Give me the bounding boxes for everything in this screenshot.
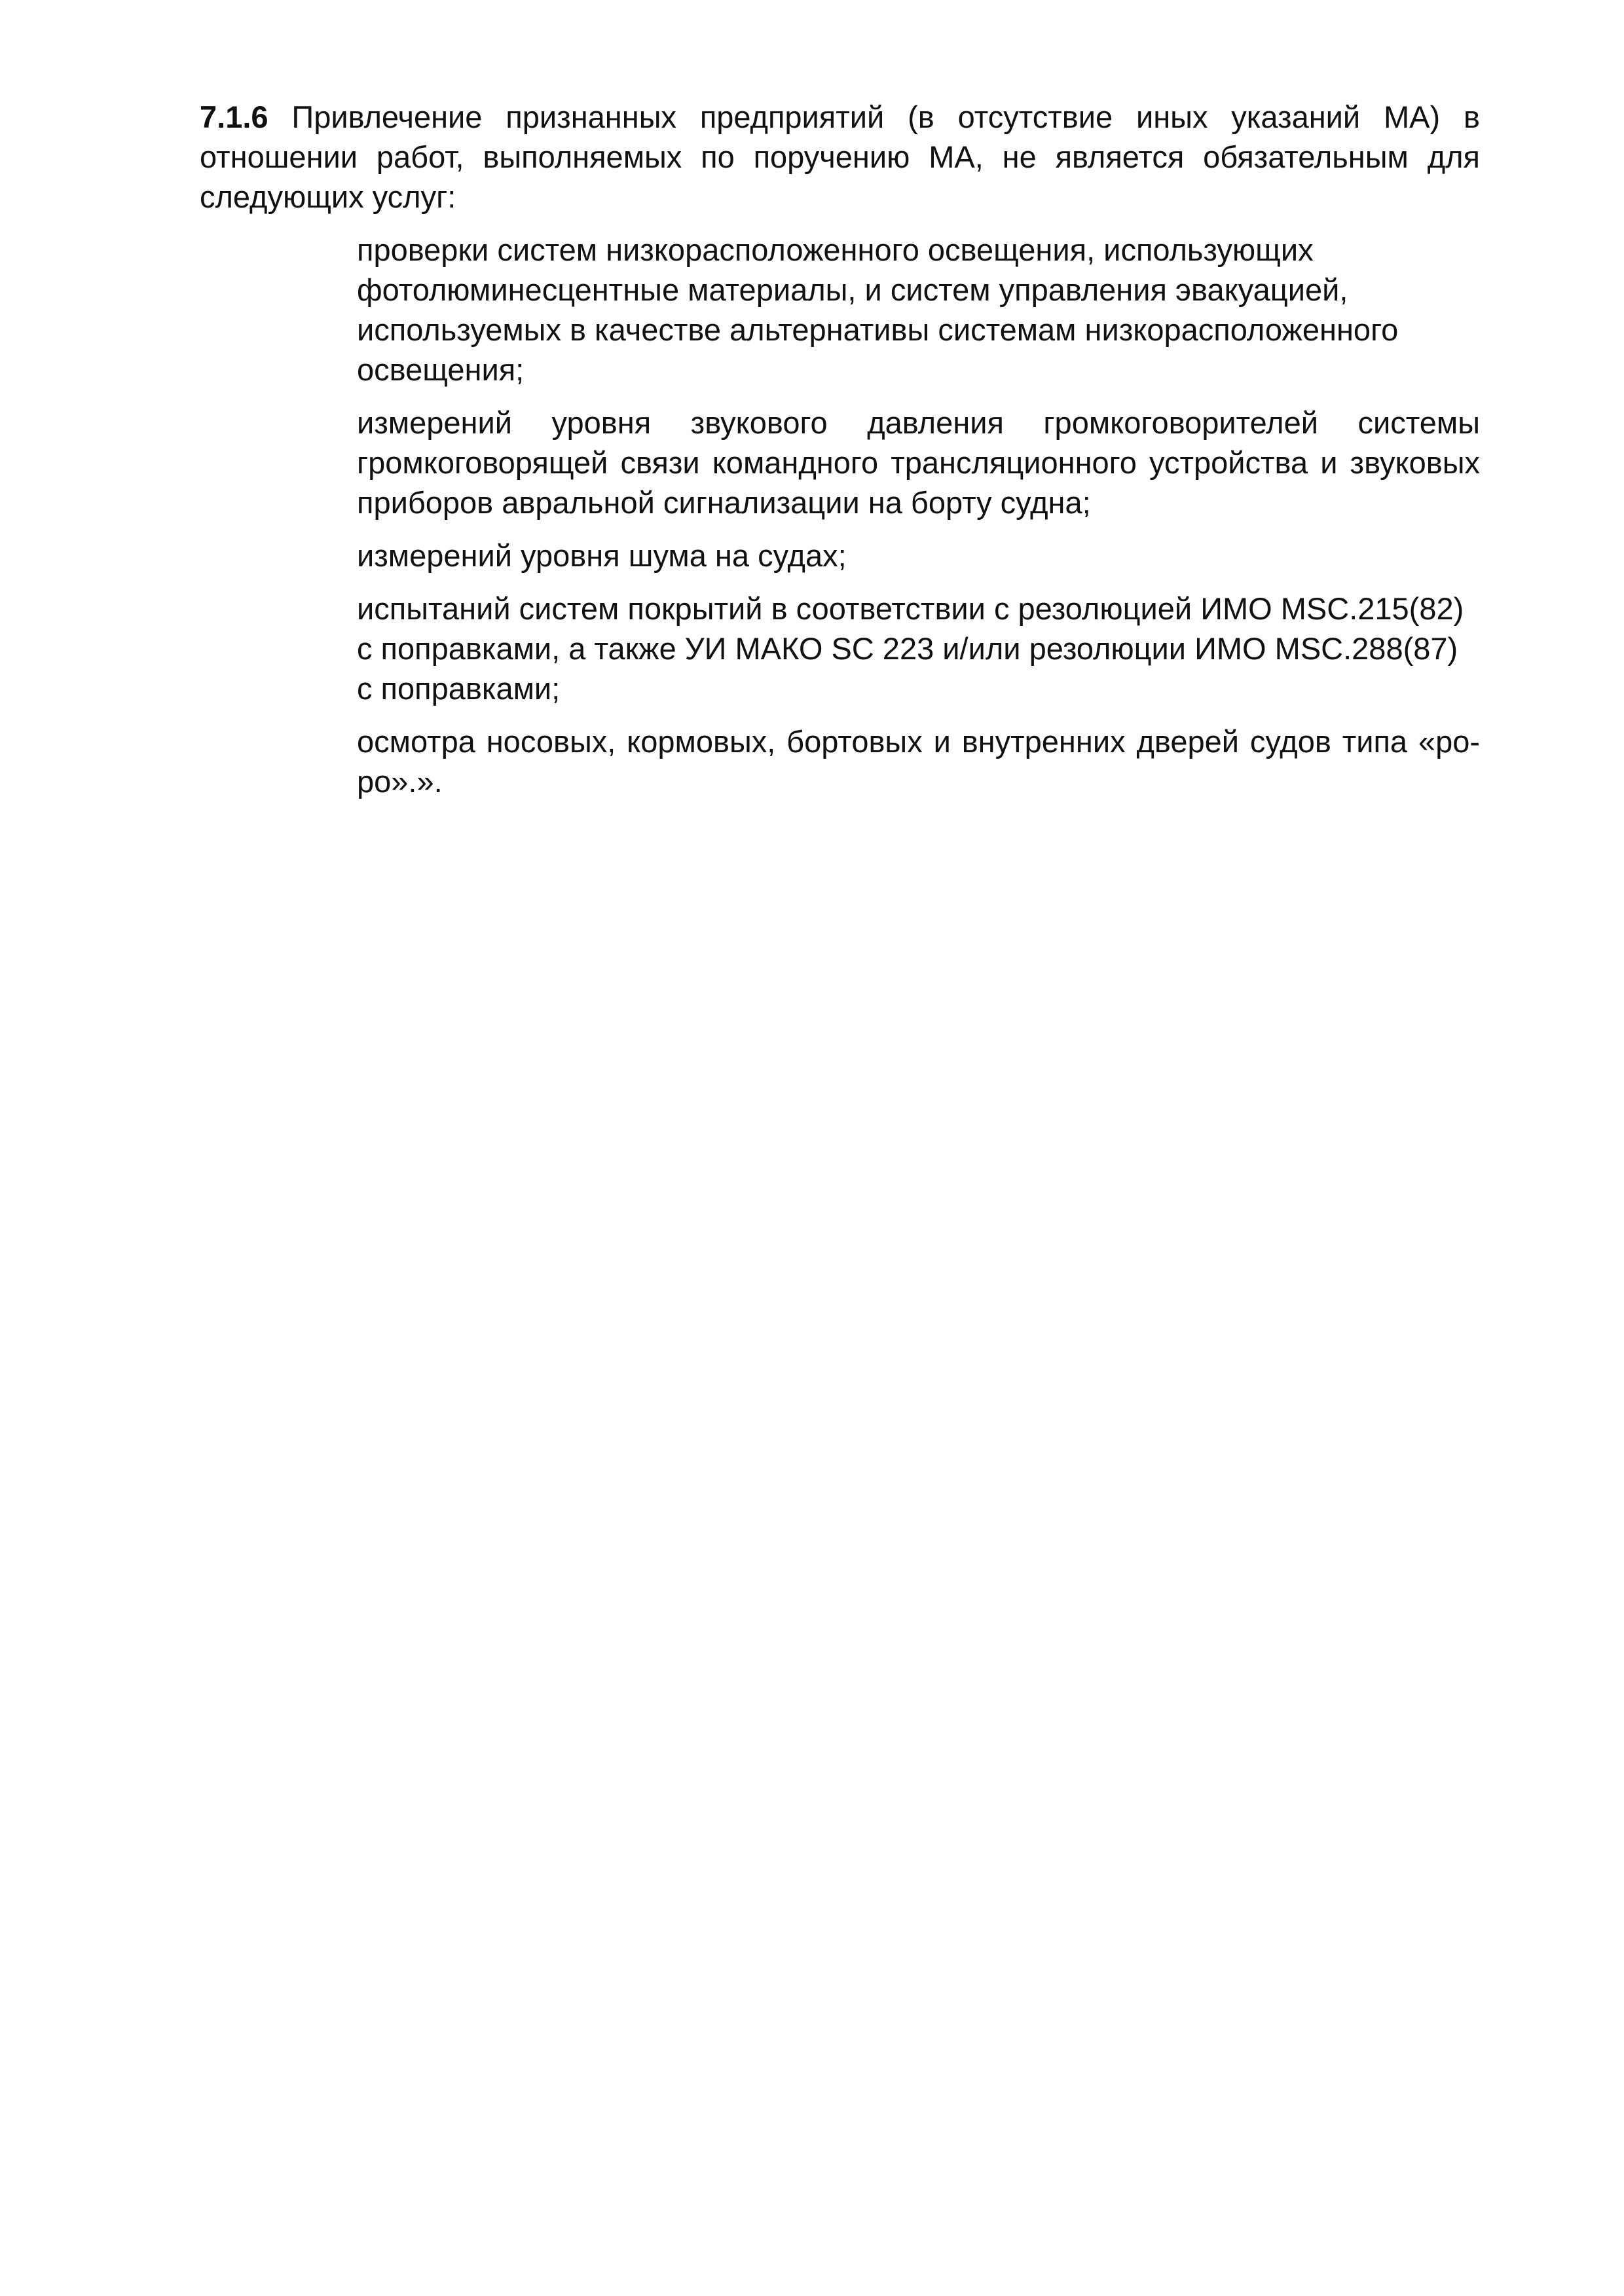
list-item: измерений уровня звукового давления громкоговорителей системы громкоговорящей связи командного трансляционного устройства и звуковых приборов авральной сигнализации на борту судна; [357, 405, 1480, 520]
section-number: 7.1.6 [200, 100, 268, 134]
list-item: осмотра носовых, кормовых, бортовых и внутренних дверей судов типа «ро-ро».». [357, 724, 1480, 799]
list-item: испытаний систем покрытий в соответствии с резолюцией ИМО MSC.215(82) с поправками, а также УИ МАКО SC 223 и/или резолюции ИМО MSC.288(87) с поправками; [357, 591, 1464, 706]
services-list [357, 230, 1480, 801]
list-item: измерений уровня шума на судах; [357, 538, 847, 573]
section-intro-text: Привлечение признанных предприятий (в отсутствие иных указаний МА) в отношении работ, выполняемых по поручению МА, не является обязательным для следующих услуг: [200, 100, 1480, 214]
section-7-1-6 [200, 97, 1480, 814]
section-intro-paragraph [200, 97, 1480, 217]
list-item: проверки систем низкорасположенного освещения, использующих фотолюминесцентные материалы, и систем управления эвакуацией, используемых в качестве альтернативы системам низкорасположенного освещения; [357, 232, 1399, 387]
